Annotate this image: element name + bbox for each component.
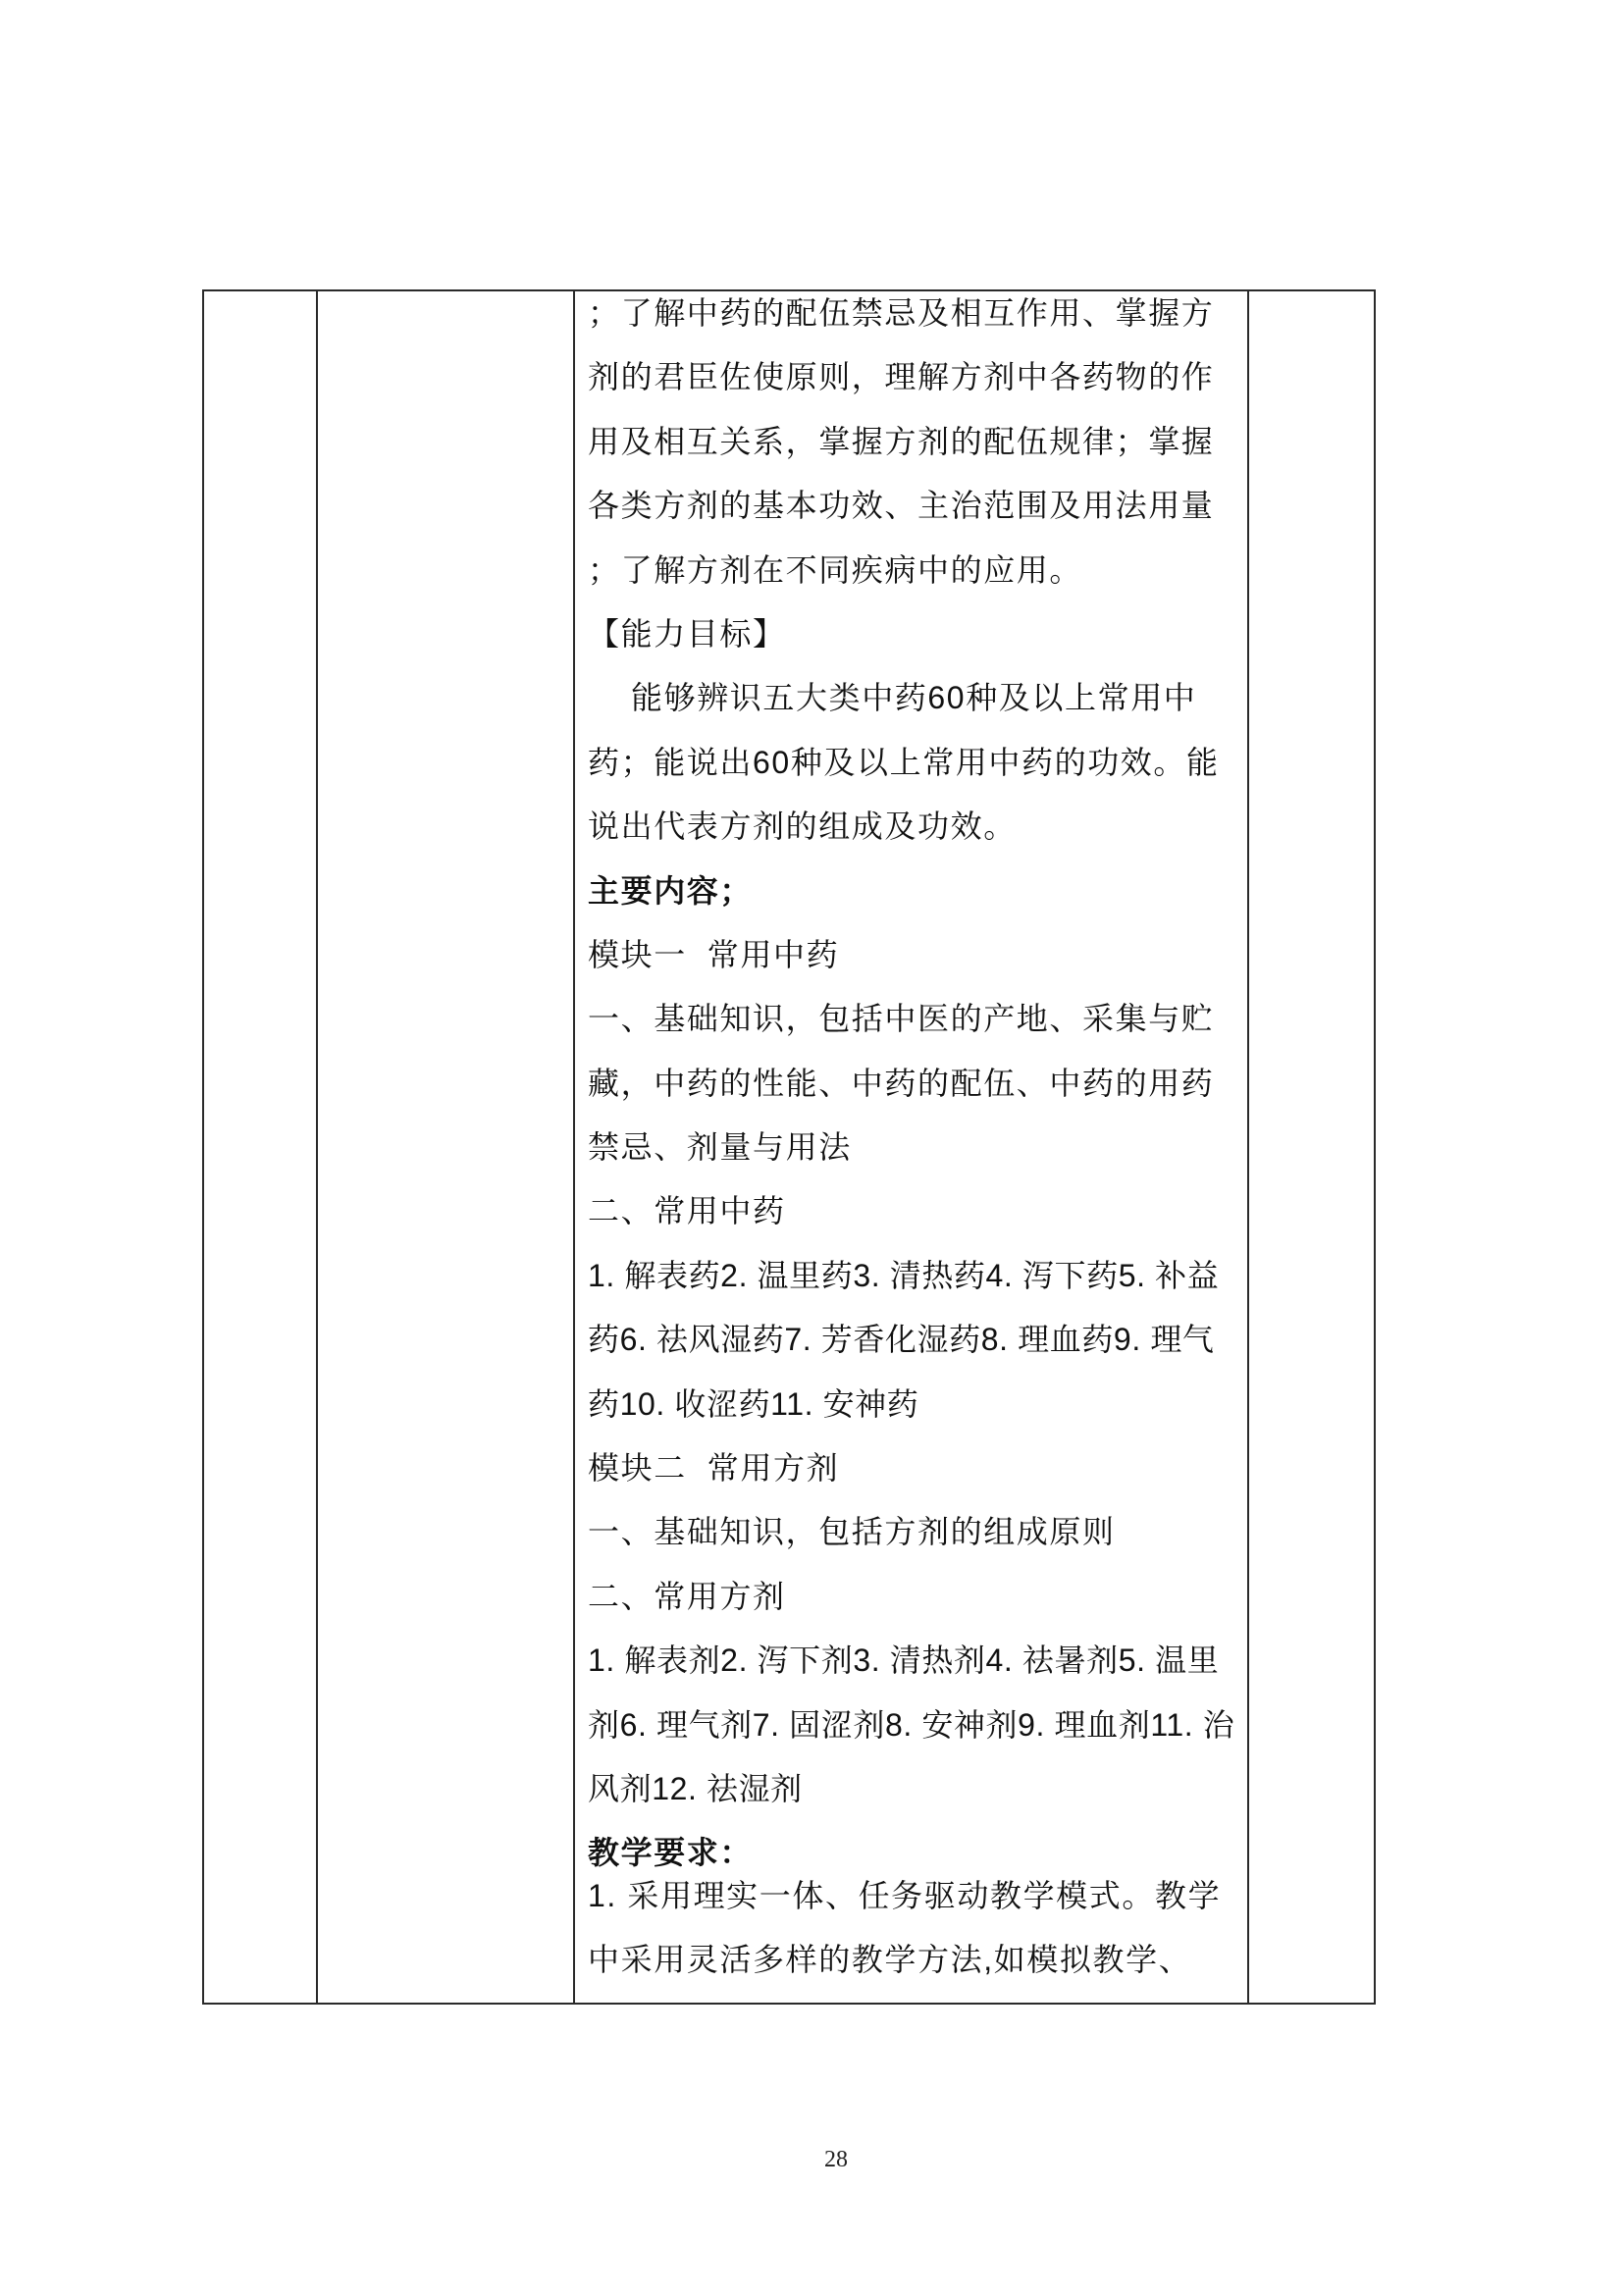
content-line: 中采用灵活多样的教学方法,如模拟教学、 [588,1942,1192,1978]
table-cell-empty [1249,291,1374,2003]
module-title: 模块二 常用方剂 [588,1450,840,1487]
content-line: 藏，中药的性能、中药的配伍、中药的用药 [588,1065,1215,1101]
content-line: 用及相互关系，掌握方剂的配伍规律；掌握 [588,423,1215,459]
table-cell-content [575,291,1247,2003]
curriculum-table [202,289,1376,2005]
content-line: 风剂12. 祛湿剂 [588,1770,803,1806]
section-heading-teaching-requirements: 教学要求： [588,1835,754,1871]
content-text-block [588,282,1247,1993]
content-line: 药6. 祛风湿药7. 芳香化湿药8. 理血药9. 理气 [588,1322,1215,1358]
content-line: 剂6. 理气剂7. 固涩剂8. 安神剂9. 理血剂11. 治 [588,1706,1235,1743]
content-line: 药10. 收涩药11. 安神药 [588,1385,919,1422]
content-line: 二、常用中药 [588,1193,786,1229]
content-line: 二、常用方剂 [588,1578,786,1614]
table-bottom-border [202,2003,1376,2005]
content-line: ；了解中药的配伍禁忌及相互作用、掌握方 [588,295,1215,331]
page-number: 28 [824,2147,848,2172]
section-heading-ability-goals: 【能力目标】 [588,615,786,652]
content-line: 能够辨识五大类中药60种及以上常用中 [631,680,1197,716]
content-line: 1. 解表剂2. 泻下剂3. 清热剂4. 祛暑剂5. 温里 [588,1643,1220,1679]
table-cell-empty [318,291,573,2003]
content-line: 一、基础知识，包括方剂的组成原则 [588,1514,1116,1550]
content-line: 说出代表方剂的组成及功效。 [588,808,1017,845]
content-line: 禁忌、剂量与用法 [588,1129,852,1166]
table-right-border [1374,289,1376,2005]
content-line: ；了解方剂在不同疾病中的应用。 [588,551,1083,588]
table-cell-empty [204,291,316,2003]
section-heading-main-content: 主要内容； [588,872,754,909]
content-line: 药；能说出60种及以上常用中药的功效。能 [588,744,1220,780]
module-title: 模块一 常用中药 [588,936,840,972]
content-line: 各类方剂的基本功效、主治范围及用法用量 [588,488,1215,524]
content-line: 1. 采用理实一体、任务驱动教学模式。教学 [588,1877,1222,1913]
content-line: 1. 解表药2. 温里药3. 清热药4. 泻下药5. 补益 [588,1257,1220,1293]
content-line: 剂的君臣佐使原则，理解方剂中各药物的作 [588,359,1215,395]
content-line: 一、基础知识，包括中医的产地、采集与贮 [588,1001,1215,1037]
